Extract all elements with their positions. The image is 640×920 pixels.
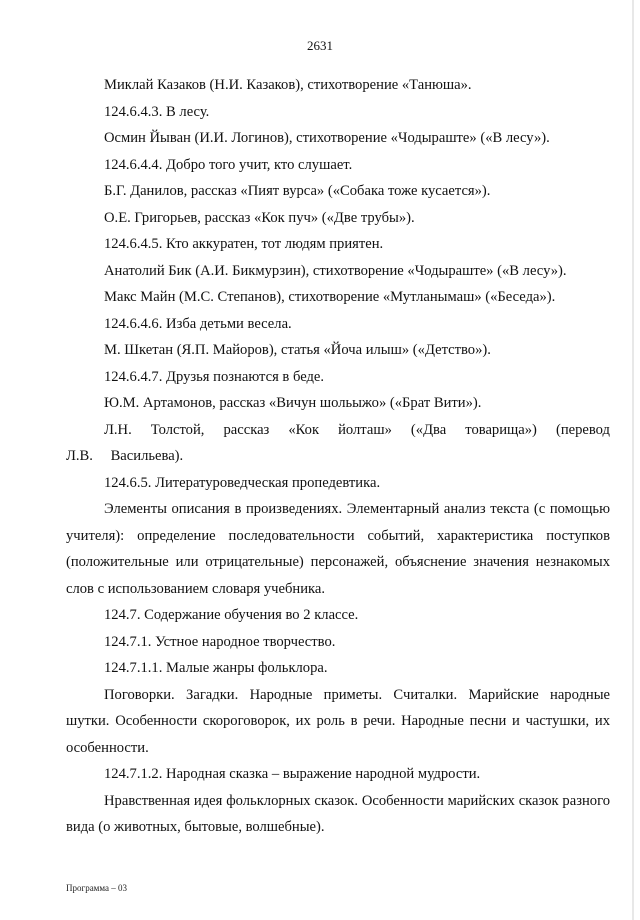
section-heading: 124.7.1.1. Малые жанры фольклора. [104,660,328,676]
document-body [66,72,610,841]
section-heading: 124.6.4.7. Друзья познаются в беде. [104,368,325,385]
paragraph: Анатолий Бик (А.И. Бикмурзин), стихотворение «Чодыраште» («В лесу»). [104,262,567,279]
paragraph: Осмин Йыван (И.И. Логинов), стихотворение «Чодыраште» («В лесу»). [104,130,550,146]
section-heading: 124.6.5. Литературоведческая пропедевтика. [104,474,381,491]
section-heading: 124.7.1.2. Народная сказка – выражение народной мудрости. [104,766,481,782]
scan-edge-shadow [632,0,634,920]
paragraph: Л.Н. Толстой, рассказ «Кок йолташ» («Два товарища») (перевод Л.В. Васильева). [66,421,610,464]
section-heading: 124.7. Содержание обучения во 2 классе. [104,607,359,623]
paragraph: Б.Г. Данилов, рассказ «Пият вурса» («Собака тоже кусается»). [104,183,491,199]
paragraph: Поговорки. Загадки. Народные приметы. Считалки. Марийские народные шутки. Особенности скороговорок, их роль в речи. Народные песни и частушки, их особенности. [66,686,610,756]
section-heading: 124.6.4.6. Изба детьми весела. [104,315,292,332]
section-heading: 124.6.4.4. Добро того учит, кто слушает. [104,156,353,173]
paragraph: О.Е. Григорьев, рассказ «Кок пуч» («Две трубы»). [104,209,415,226]
paragraph: Макс Майн (М.С. Степанов), стихотворение «Мутланымаш» («Беседа»). [104,289,556,305]
footer-label: Программа – 03 [66,883,128,893]
section-heading: 124.6.4.3. В лесу. [104,103,210,120]
paragraph: Элементы описания в произведениях. Элементарный анализ текста (с помощью учителя): определение последовательности событий, характеристика поступков (положительные или отрицательные) персонажей, объяснение значения незнакомых слов с использованием словаря учебника. [66,501,610,597]
section-heading: 124.7.1. Устное народное творчество. [104,633,336,650]
page-number: 2631 [307,38,333,53]
paragraph: Миклай Казаков (Н.И. Казаков), стихотворение «Танюша». [104,77,472,93]
paragraph: Ю.М. Артамонов, рассказ «Вичун шольыжо» («Брат Вити»). [104,395,482,411]
paragraph: Нравственная идея фольклорных сказок. Особенности марийских сказок разного вида (о животных, бытовые, волшебные). [66,792,610,835]
section-heading: 124.6.4.5. Кто аккуратен, тот людям приятен. [104,236,384,252]
paragraph: М. Шкетан (Я.П. Майоров), статья «Йоча илыш» («Детство»). [104,342,491,358]
